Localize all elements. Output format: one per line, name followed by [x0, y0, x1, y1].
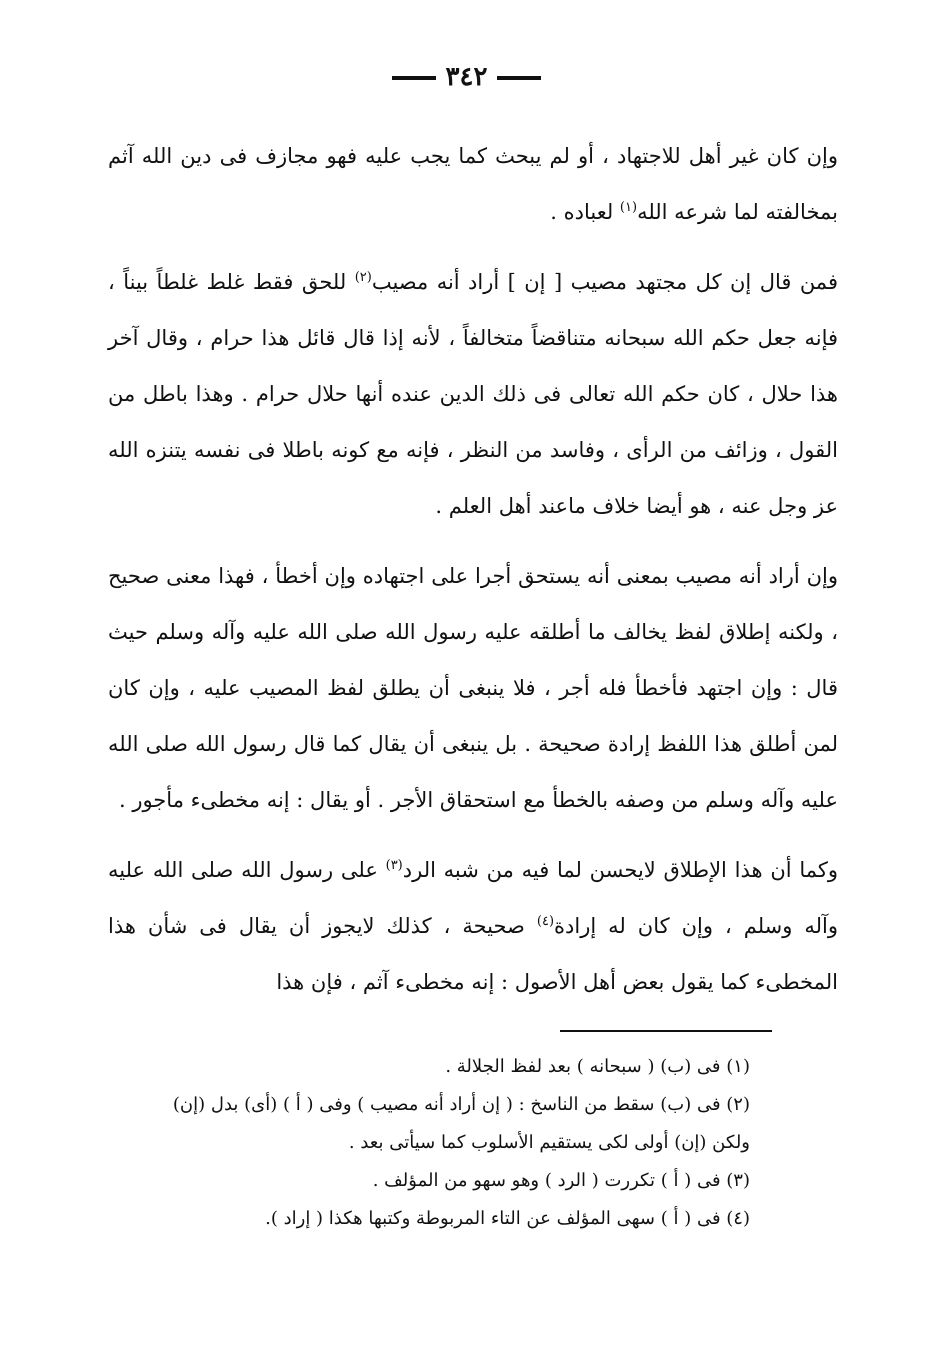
- paragraph-4-text-mid: على رسول الله صلى الله عليه وآله وسلم ، وإن كان له إرادة: [108, 858, 838, 938]
- footnote-2: (٢) فى (ب) سقط من الناسخ : ( إن أراد أنه مصيب ) وفى ( أ ) (أى) بدل (إن) ولكن (إن) أولى لكى يستقيم الأسلوب كما سيأتى بعد .: [172, 1094, 750, 1153]
- footnote-ref-1: (١): [619, 200, 638, 215]
- header-dash-left: [392, 76, 436, 80]
- footnote-3: (٣) فى ( أ ) تكررت ( الرد ) وهو سهو من المؤلف .: [372, 1170, 750, 1191]
- page-header: [0, 62, 933, 92]
- footnote-ref-4: (٤): [536, 914, 555, 929]
- footnote-ref-3: (٣): [385, 858, 403, 873]
- main-text: [108, 128, 838, 1024]
- paragraph-4: [108, 842, 838, 1010]
- footnote-divider: [560, 1030, 772, 1032]
- paragraph-2-text: فمن قال إن كل مجتهد مصيب [ إن ] أراد أنه مصيب: [371, 270, 838, 294]
- paragraph-2: [108, 254, 838, 534]
- paragraph-1-text: وإن كان غير أهل للاجتهاد ، أو لم يبحث كما يجب عليه فهو مجازف فى دين الله آثم بمخالفته لما شرعه الله: [108, 144, 838, 224]
- page-number: ٣٤٢: [445, 62, 488, 92]
- paragraph-2-text-end: للحق فقط غلط غلطاً بيناً ، فإنه جعل حكم الله سبحانه متناقضاً متخالفاً ، لأنه إذا قال قائل هذا حرام ، وقال آخر هذا حلال ، كان حكم الله تعالى فى ذلك الدين عنده أنها حلال حرام . وهذا باطل من القول ، وزائف من الرأى ، وفاسد من النظر ، فإنه مع كونه باطلا فى نفسه يتنزه الله عز وجل عنه ، هو أيضا خلاف ماعند أهل العلم .: [108, 270, 838, 518]
- footnotes: [140, 1048, 750, 1238]
- footnote-1: (١) فى (ب) ( سبحانه ) بعد لفظ الجلالة .: [445, 1056, 750, 1077]
- footnote-4: (٤) فى ( أ ) سهى المؤلف عن التاء المربوطة وكتبها هكذا ( إراد ).: [265, 1208, 750, 1229]
- footnote-ref-2: (٢): [354, 270, 372, 285]
- header-dash-right: [497, 76, 541, 80]
- paragraph-1: [108, 128, 838, 240]
- paragraph-4-text: وكما أن هذا الإطلاق لايحسن لما فيه من شبه الرد: [402, 858, 839, 882]
- paragraph-1-text-end: لعباده .: [550, 200, 620, 224]
- paragraph-3-text: وإن أراد أنه مصيب بمعنى أنه يستحق أجرا على اجتهاده وإن أخطأ ، فهذا معنى صحيح ، ولكنه إطلاق لفظ يخالف ما أطلقه عليه رسول الله صلى الله عليه وآله وسلم حيث قال : وإن اجتهد فأخطأ فله أجر ، فلا ينبغى أن يطلق لفظ المصيب عليه ، وإن كان لمن أطلق هذا اللفظ إرادة صحيحة . بل ينبغى أن يقال كما قال رسول الله صلى الله عليه وآله وسلم من وصفه بالخطأ مع استحقاق الأجر . أو يقال : إنه مخطىء مأجور .: [108, 564, 838, 812]
- paragraph-4-text-end: صحيحة ، كذلك لايجوز أن يقال فى شأن هذا المخطىء كما يقول بعض أهل الأصول : إنه مخطىء آثم ، فإن هذا: [108, 914, 838, 994]
- paragraph-3: [108, 548, 838, 828]
